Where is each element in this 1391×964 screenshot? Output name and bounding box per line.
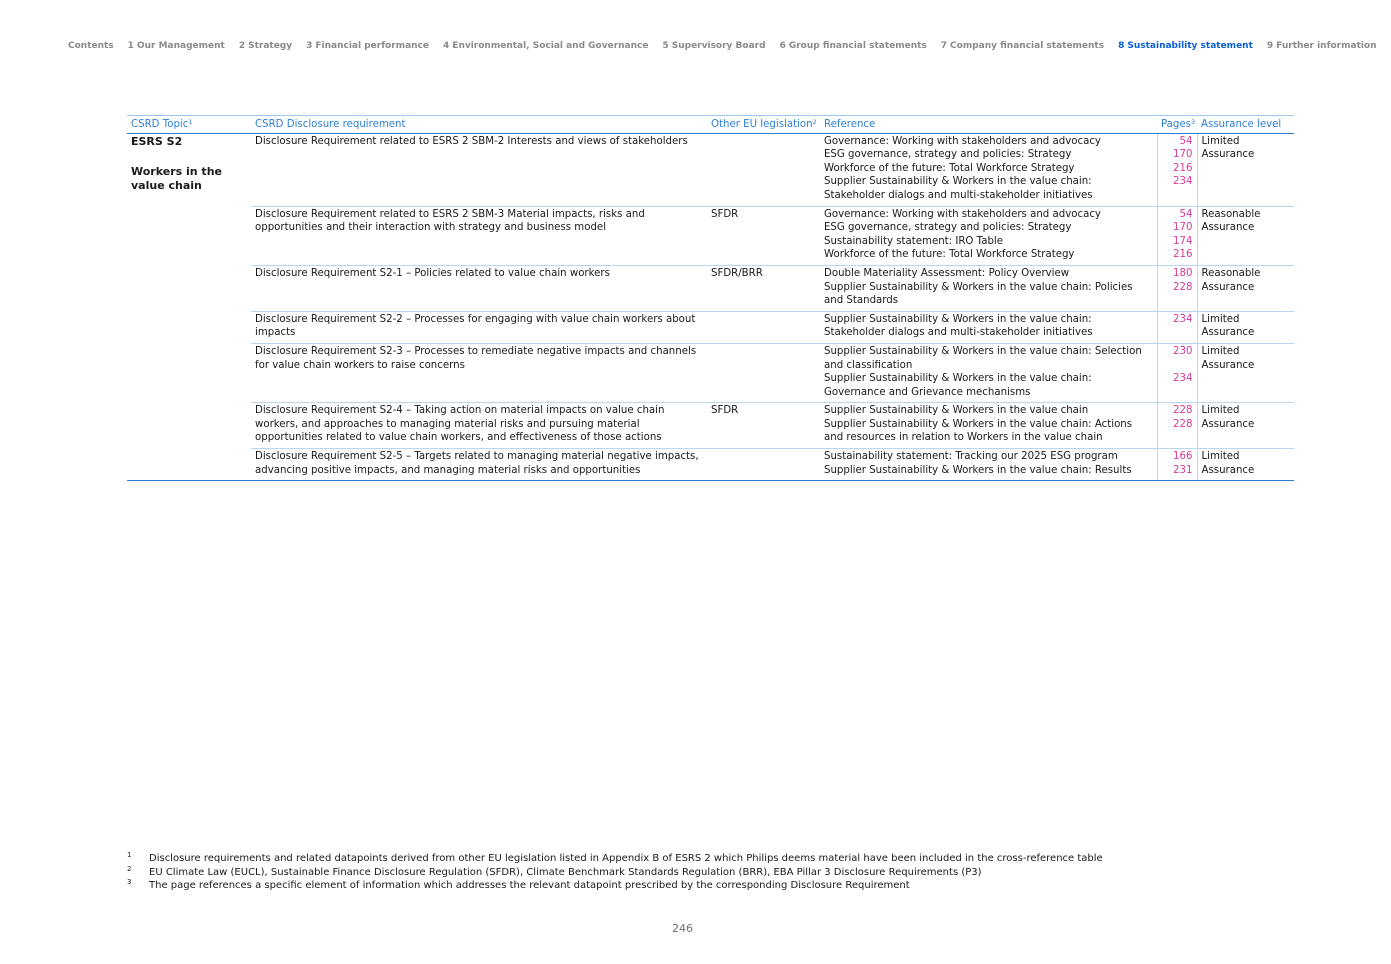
page-link[interactable]: 174	[1173, 235, 1193, 247]
page-link[interactable]: 216	[1173, 249, 1193, 261]
reference-cell	[820, 206, 1157, 265]
nav-item-7[interactable]	[941, 41, 1104, 51]
legislation-cell: SFDR	[707, 403, 820, 449]
reference-cell	[820, 265, 1157, 311]
nav-item-number: 5	[662, 41, 669, 51]
reference-item[interactable]: Supplier Sustainability & Workers in the value chain: Selection and classification	[824, 345, 1142, 371]
table-header-row	[127, 116, 1294, 134]
page-link[interactable]: 170	[1173, 149, 1193, 161]
reference-item[interactable]: Supplier Sustainability & Workers in the value chain: Stakeholder dialogs and multi-stakeholder initiatives	[824, 313, 1093, 339]
nav-item-label: Company financial statements	[950, 41, 1105, 51]
nav-item-label: Contents	[68, 41, 114, 51]
footnote-mark: 1	[127, 851, 132, 859]
header-assurance: Assurance level	[1197, 116, 1294, 134]
requirement-cell: Disclosure Requirement S2-4 – Taking action on material impacts on value chain workers, and approaches to managing material risks and pursuing material opportunities related to value chain workers, and effectiveness of those actions	[251, 403, 707, 449]
reference-item[interactable]: ESG governance, strategy and policies: Strategy	[824, 149, 1072, 161]
nav-item-2[interactable]	[239, 41, 292, 51]
nav-item-label: Financial performance	[315, 41, 430, 51]
reference-item[interactable]: Governance: Working with stakeholders and advocacy	[824, 208, 1101, 220]
nav-item-1[interactable]	[128, 41, 225, 51]
nav-item-number: 7	[940, 41, 948, 51]
reference-item[interactable]: Workforce of the future: Total Workforce Strategy	[824, 249, 1075, 261]
reference-item[interactable]: ESG governance, strategy and policies: Strategy	[824, 222, 1072, 234]
reference-item[interactable]: Supplier Sustainability & Workers in the value chain: Results	[824, 464, 1132, 476]
topic-name: Workers in the value chain	[131, 165, 222, 192]
nav-item-3[interactable]	[306, 41, 429, 51]
nav-item-number: 3	[306, 41, 313, 51]
legislation-cell	[707, 133, 820, 206]
footnote-mark: 2	[127, 864, 132, 873]
nav-item-number: 4	[443, 41, 450, 51]
pages-cell	[1157, 265, 1197, 311]
nav-item-8[interactable]	[1118, 41, 1253, 51]
nav-item-label: Group financial statements	[788, 41, 927, 51]
reference-item[interactable]: Sustainability statement: Tracking our 2025 ESG program	[824, 451, 1118, 463]
pages-cell	[1157, 206, 1197, 265]
legislation-cell	[707, 343, 820, 402]
requirement-cell: Disclosure Requirement S2-2 – Processes for engaging with value chain workers about impacts	[251, 311, 707, 343]
reference-item[interactable]: Workforce of the future: Total Workforce Strategy	[824, 162, 1075, 174]
page-link[interactable]: 166	[1173, 451, 1193, 463]
nav-item-0[interactable]	[68, 41, 114, 51]
topic-cell	[127, 133, 251, 481]
nav-item-label: Further information	[1276, 41, 1377, 51]
assurance-cell: Limited Assurance	[1197, 449, 1294, 481]
header-pages: Pages$^3$	[1157, 116, 1197, 134]
top-navigation	[68, 39, 1391, 53]
requirement-cell: Disclosure Requirement related to ESRS 2 SBM-2 Interests and views of stakeholders	[251, 133, 707, 206]
header-legislation: Other EU legislation$^2$	[707, 116, 820, 134]
page-link[interactable]: 231	[1173, 464, 1193, 476]
table-row	[127, 449, 1294, 481]
nav-item-label: Supervisory Board	[671, 41, 766, 51]
table-row	[127, 403, 1294, 449]
page-link[interactable]: 228	[1173, 418, 1193, 430]
nav-item-label: Environmental, Social and Governance	[452, 41, 649, 51]
footnote	[127, 879, 1103, 893]
reference-item[interactable]: Supplier Sustainability & Workers in the value chain: Policies and Standards	[824, 281, 1133, 307]
table-row	[127, 343, 1294, 402]
pages-cell	[1157, 133, 1197, 206]
table-row	[127, 206, 1294, 265]
nav-item-label: Strategy	[248, 41, 293, 51]
page-link[interactable]: 54	[1179, 208, 1193, 220]
legislation-cell: SFDR	[707, 206, 820, 265]
nav-item-5[interactable]	[662, 41, 765, 51]
page-number: 246	[672, 922, 693, 935]
reference-cell	[820, 343, 1157, 402]
footnote	[127, 866, 1103, 880]
nav-item-number: 1	[127, 41, 134, 51]
footnote-mark: 3	[127, 878, 132, 887]
reference-item[interactable]: Supplier Sustainability & Workers in the value chain: Actions and resources in relation to Workers in the value chain	[824, 418, 1133, 444]
pages-cell	[1157, 403, 1197, 449]
reference-item[interactable]: Supplier Sustainability & Workers in the value chain	[824, 405, 1089, 417]
nav-item-number: 8	[1118, 41, 1125, 51]
legislation-cell: SFDR/BRR	[707, 265, 820, 311]
reference-item[interactable]: Double Materiality Assessment: Policy Overview	[824, 267, 1070, 279]
footnote-text: The page references a specific element of information which addresses the relevant datapoint prescribed by the corresponding Disclosure Requirement	[149, 880, 910, 892]
reference-item[interactable]: Supplier Sustainability & Workers in the value chain: Stakeholder dialogs and multi-stakeholder initiatives	[824, 176, 1093, 201]
nav-item-6[interactable]	[780, 41, 927, 51]
assurance-cell: Reasonable Assurance	[1197, 265, 1294, 311]
assurance-cell: Limited Assurance	[1197, 133, 1294, 206]
page-link[interactable]: 230	[1173, 345, 1193, 357]
reference-item[interactable]: Supplier Sustainability & Workers in the value chain: Governance and Grievance mechanisms	[824, 373, 1092, 398]
cross-reference-table-wrapper	[127, 115, 1294, 481]
pages-cell	[1157, 449, 1197, 481]
reference-cell	[820, 311, 1157, 343]
assurance-cell: Limited Assurance	[1197, 311, 1294, 343]
footnote-text: EU Climate Law (EUCL), Sustainable Finance Disclosure Regulation (SFDR), Climate Benchmark Standards Regulation (BRR), EBA Pillar 3 Disclosure Requirements (P3)	[149, 866, 982, 878]
header-topic: CSRD Topic$^1$	[127, 116, 251, 134]
nav-item-number: 9	[1266, 41, 1274, 51]
footnotes	[127, 852, 1103, 893]
page-link[interactable]: 234	[1173, 176, 1193, 188]
page-link[interactable]: 234	[1173, 313, 1193, 325]
cross-reference-table	[127, 115, 1294, 481]
page-link[interactable]: 180	[1173, 267, 1193, 279]
nav-item-number: 2	[238, 41, 246, 51]
nav-item-4[interactable]	[443, 41, 648, 51]
reference-cell	[820, 403, 1157, 449]
nav-item-number: 6	[779, 41, 786, 51]
pages-cell	[1157, 343, 1197, 402]
page-link[interactable]: 234	[1173, 373, 1193, 385]
table-row	[127, 133, 1294, 206]
page-link	[1162, 359, 1193, 373]
reference-item[interactable]: Governance: Working with stakeholders and advocacy	[824, 135, 1101, 147]
reference-item[interactable]: Sustainability statement: IRO Table	[824, 235, 1004, 247]
nav-item-9[interactable]	[1267, 41, 1377, 51]
reference-cell	[820, 133, 1157, 206]
nav-item-label: Sustainability statement	[1127, 41, 1253, 51]
page-link[interactable]: 216	[1173, 162, 1193, 174]
table-row	[127, 265, 1294, 311]
footnote	[127, 852, 1103, 866]
nav-item-label: Our Management	[136, 41, 225, 51]
reference-cell	[820, 449, 1157, 481]
page-link[interactable]: 228	[1173, 405, 1193, 417]
requirement-cell: Disclosure Requirement S2-3 – Processes to remediate negative impacts and channels for value chain workers to raise concerns	[251, 343, 707, 402]
legislation-cell	[707, 449, 820, 481]
assurance-cell: Limited Assurance	[1197, 343, 1294, 402]
page-link[interactable]: 228	[1173, 281, 1193, 293]
topic-code: ESRS S2	[131, 134, 183, 148]
pages-cell	[1157, 311, 1197, 343]
footnote-text: Disclosure requirements and related datapoints derived from other EU legislation listed in Appendix B of ESRS 2 which Philips deems material have been included in the cross-reference table	[149, 853, 1103, 864]
page-link[interactable]: 54	[1179, 135, 1193, 147]
header-requirement: CSRD Disclosure requirement	[251, 116, 707, 134]
page-link[interactable]: 170	[1173, 222, 1193, 234]
legislation-cell	[707, 311, 820, 343]
requirement-cell: Disclosure Requirement S2-5 – Targets related to managing material negative impacts, advancing positive impacts, and managing material risks and opportunities	[251, 449, 707, 481]
requirement-cell: Disclosure Requirement related to ESRS 2 SBM-3 Material impacts, risks and opportunities and their interaction with strategy and business model	[251, 206, 707, 265]
table-row	[127, 311, 1294, 343]
assurance-cell: Limited Assurance	[1197, 403, 1294, 449]
requirement-cell: Disclosure Requirement S2-1 – Policies related to value chain workers	[251, 265, 707, 311]
assurance-cell: Reasonable Assurance	[1197, 206, 1294, 265]
header-reference: Reference	[820, 116, 1157, 134]
